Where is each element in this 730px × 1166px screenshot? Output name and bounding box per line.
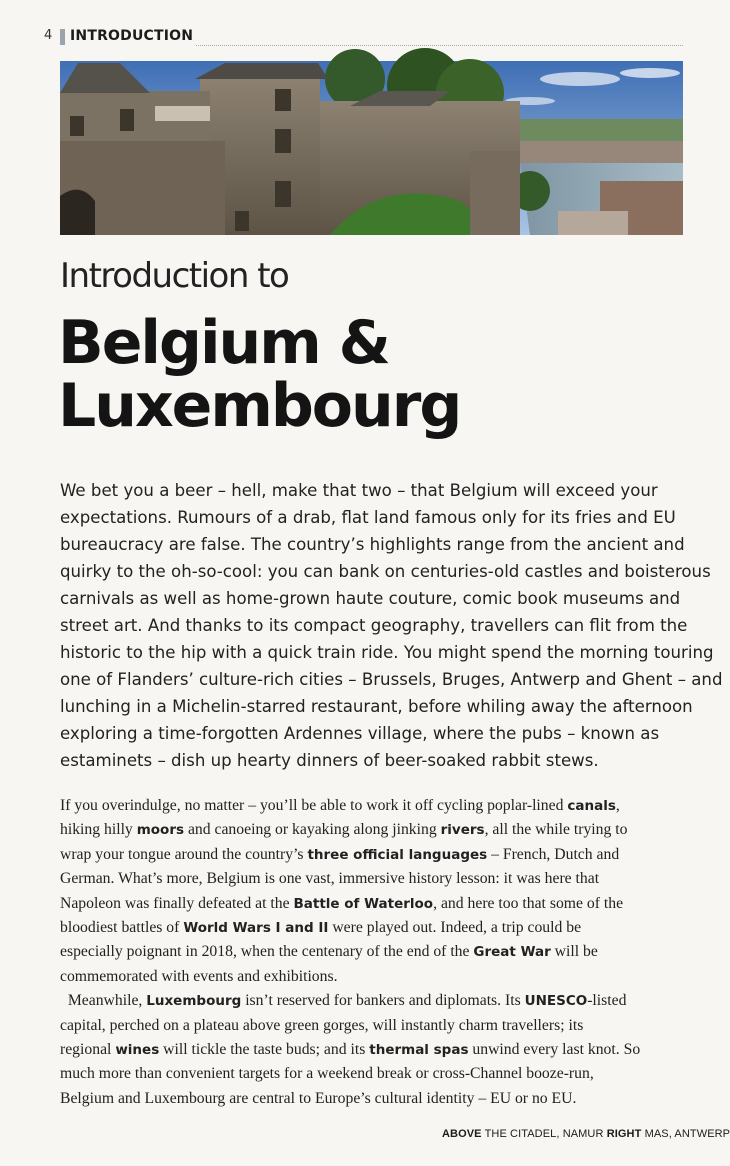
body-line: wrap your tongue around the country’s three official languages – French, Dutch and — [60, 845, 620, 863]
intro-line: one of Flanders’ culture-rich cities – Brussels, Bruges, Antwerp and Ghent – and — [60, 670, 723, 689]
intro-line: bureaucracy are false. The country’s highlights range from the ancient and — [60, 535, 685, 554]
highlight-moors: moors — [136, 822, 185, 839]
photo-caption: ABOVE THE CITADEL, NAMUR RIGHT MAS, ANTWERP — [442, 1128, 730, 1140]
body-paragraphs — [60, 794, 700, 1111]
highlight-wines: wines — [115, 1041, 160, 1058]
highlight-languages: three official languages — [307, 846, 488, 863]
title-prefix: Introduction to — [60, 256, 289, 296]
header-accent-bar — [60, 29, 65, 45]
body-line: bloodiest battles of World Wars I and II were played out. Indeed, a trip could be — [60, 918, 582, 936]
intro-line: quirky to the oh-so-cool: you can bank on centuries-old castles and boisterous — [60, 562, 711, 581]
intro-line: We bet you a beer – hell, make that two – that Belgium will exceed your — [60, 481, 658, 500]
body-line: Napoleon was finally defeated at the Battle of Waterloo, and here too that some of the — [60, 894, 624, 912]
intro-line: street art. And thanks to its compact geography, travellers can flit from the — [60, 616, 688, 635]
body-line: Belgium and Luxembourg are central to Europe’s cultural identity – EU or no EU. — [60, 1089, 577, 1107]
highlight-canals: canals — [567, 798, 616, 814]
body-line: much more than convenient targets for a weekend break or cross-Channel booze-run, — [60, 1065, 594, 1083]
intro-line: carnivals as well as home-grown haute couture, comic book museums and — [60, 589, 681, 608]
page-number: 4 — [44, 28, 53, 43]
intro-line: historic to the hip with a quick train ride. You might spend the morning touring — [60, 643, 714, 662]
highlight-great-war: Great War — [473, 944, 551, 961]
highlight-rivers: rivers — [440, 822, 485, 839]
body-line: especially poignant in 2018, when the centenary of the end of the Great War will be — [60, 943, 598, 961]
intro-paragraph — [60, 477, 723, 774]
intro-line: estaminets – dish up hearty dinners of beer-soaked rabbit stews. — [60, 751, 599, 770]
title-line-2: Luxembourg — [58, 371, 461, 441]
body-line: German. What’s more, Belgium is one vast, immersive history lesson: it was here that — [60, 870, 600, 888]
body-line: If you overindulge, no matter – you’ll be able to work it off cycling poplar-lined canals, — [60, 797, 620, 814]
intro-line: expectations. Rumours of a drab, flat land famous only for its fries and EU — [60, 508, 676, 527]
intro-line: lunching in a Michelin-starred restaurant, before whiling away the afternoon — [60, 697, 693, 716]
section-title: INTRODUCTION — [70, 28, 194, 44]
highlight-waterloo: Battle of Waterloo — [293, 895, 434, 912]
highlight-world-wars: World Wars I and II — [183, 919, 329, 936]
citadel-namur-photo — [60, 61, 683, 235]
title-line-1: Belgium & — [58, 308, 389, 378]
highlight-unesco: UNESCO — [524, 993, 588, 1010]
running-header — [0, 26, 683, 48]
highlight-luxembourg: Luxembourg — [146, 993, 242, 1010]
header-rule — [196, 45, 683, 46]
intro-line: exploring a time-forgotten Ardennes village, where the pubs – known as — [60, 724, 660, 743]
body-line: commemorated with events and exhibitions. — [60, 967, 338, 985]
body-line: Meanwhile, Luxembourg isn’t reserved for bankers and diplomats. Its UNESCO-listed — [60, 992, 627, 1010]
body-line: regional wines will tickle the taste buds; and its thermal spas unwind every last knot. So — [60, 1040, 641, 1058]
highlight-thermal-spas: thermal spas — [369, 1041, 469, 1058]
body-line: hiking hilly moors and canoeing or kayaking along jinking rivers, all the while trying to — [60, 821, 628, 839]
body-line: capital, perched on a plateau above green gorges, will instantly charm travellers; its — [60, 1016, 584, 1034]
page-title — [58, 308, 461, 441]
